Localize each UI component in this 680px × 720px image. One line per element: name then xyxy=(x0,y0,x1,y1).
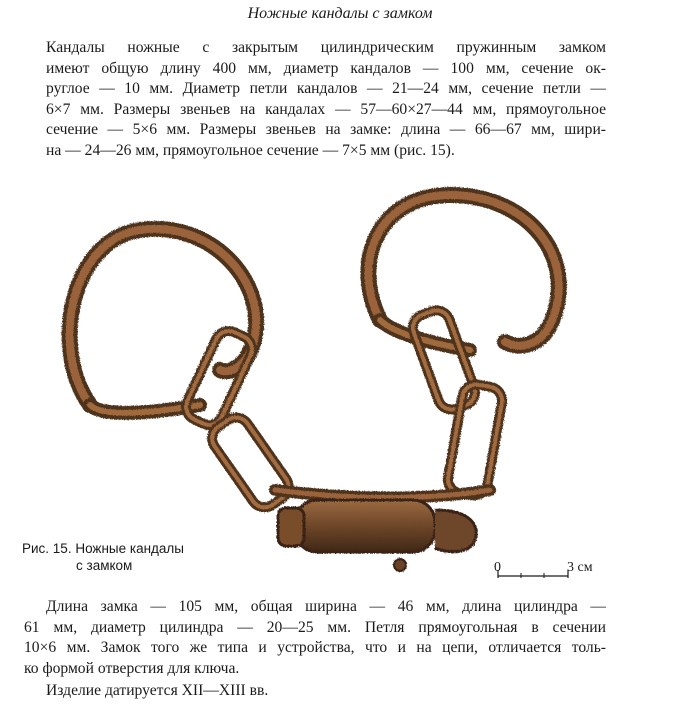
text-line: 61 мм, диаметр цилиндра — 20—25 мм. Петля прямоугольная в сечении xyxy=(24,618,606,636)
chain-link xyxy=(409,307,479,414)
section-heading: Ножные кандалы с замком xyxy=(247,5,433,22)
text-line: на — 24—26 мм, прямоугольное сечение — 7×5 мм (рис. 15). xyxy=(46,141,455,159)
scale-start-label: 0 xyxy=(494,560,501,575)
text-line: имеют общую длину 400 мм, диаметр кандалов — 100 мм, сечение ок- xyxy=(46,59,606,77)
lock-cylinder xyxy=(278,500,476,571)
text-line: руглое — 10 мм. Диаметр петли кандалов — 21—24 мм, сечение петли — xyxy=(46,80,606,98)
text-line: 6×7 мм. Размеры звеньев на кандалах — 57—60×27—44 мм, прямоугольное xyxy=(46,100,606,118)
text-line: сечение — 5×6 мм. Размеры звеньев на замке: длина — 66—67 мм, шири- xyxy=(46,121,606,139)
shackles-figure xyxy=(50,170,610,590)
text-line: ко формой отверстия для ключа. xyxy=(24,659,240,677)
caption-line: Рис. 15. Ножные кандалы xyxy=(22,541,184,556)
text-line: Кандалы ножные с закрытым цилиндрическим пружинным замком xyxy=(46,39,606,56)
text-line: Длина замка — 105 мм, общая ширина — 46 мм, длина цилиндра — xyxy=(46,598,606,615)
caption-line: с замком xyxy=(76,558,133,573)
figure-caption xyxy=(22,540,184,574)
lock-paragraph xyxy=(24,597,606,679)
text-line: 10×6 мм. Замок того же типа и устройства, что и на цепи, отличается толь- xyxy=(24,639,606,657)
scale-end-label: 3 см xyxy=(567,560,593,575)
dating-line: Изделие датируется XII—XIII вв. xyxy=(46,682,269,699)
description-paragraph xyxy=(24,38,606,162)
